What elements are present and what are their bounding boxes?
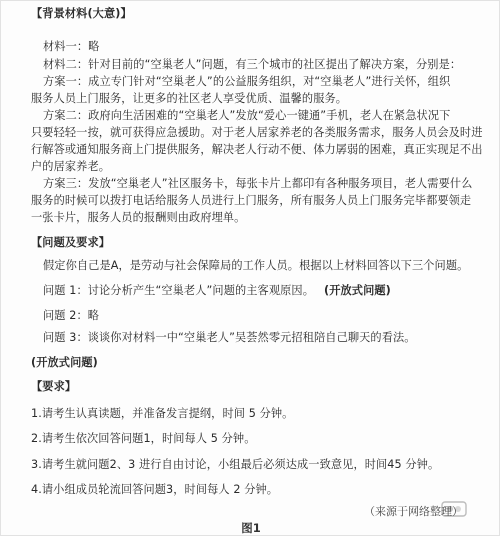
open-question-tag-1: (开放式问题)	[324, 284, 391, 297]
plan-two-line-3: 行解答或通知服务商上门提供服务，解决老人行动不便、体力孱弱的困难，真正实现足不出	[31, 143, 483, 156]
open-question-tag-2: (开放式问题)	[31, 356, 98, 369]
plan-two-line-4: 户的居家养老。	[31, 160, 111, 173]
question-one: 问题 1：讨论分析产生“空巢老人”问题的主客观原因。	[43, 284, 314, 297]
requirement-2: 2.请考生依次回答问题1，时间每人 5 分钟。	[31, 432, 256, 445]
figure-caption: 图1	[241, 521, 261, 535]
material-two-line: 材料二：针对目前的“空巢老人”问题，有三个城市的社区提出了解决方案，分别是：	[43, 58, 462, 71]
scenario-line: 假定你自己是A，是劳动与社会保障局的工作人员。根据以上材料回答以下三个问题。	[43, 259, 469, 272]
question-three: 问题 3：谈谈你对材料一中“空巢老人”吴荟然零元招租陪自己聊天的看法。	[43, 331, 416, 344]
plan-one-line-2: 服务人员上门服务，让更多的社区老人享受优质、温馨的服务。	[31, 92, 348, 105]
material-one-line: 材料一：略	[43, 40, 100, 53]
section-heading-requirements: 【要求】	[31, 380, 77, 393]
plan-one-line-1: 方案一：成立专门针对“空巢老人”的公益服务组织，对“空巢老人”进行关怀，组织	[43, 75, 451, 88]
section-heading-background: 【背景材料(大意)】	[31, 7, 132, 20]
plan-three-line-3: 一张卡片，服务人员的报酬则由政府埋单。	[31, 211, 246, 224]
section-heading-questions: 【问题及要求】	[31, 236, 111, 249]
question-two: 问题 2：略	[43, 309, 100, 322]
plan-three-line-2: 服务的时候可以拨打电话给服务人员进行上门服务，所有服务人员上门服务完毕都要领走	[31, 194, 472, 207]
requirement-1: 1.请考生认真读题，并准备发言提纲，时间 5 分钟。	[31, 407, 294, 420]
source-note: （来源于网络整理）	[364, 505, 463, 518]
plan-three-line-1: 方案三：发放“空巢老人”社区服务卡，每张卡片上都印有各种服务项目，老人需要什么	[43, 177, 473, 190]
requirement-3: 3.请考生就问题2、3 进行自由讨论，小组最后必须达成一致意见，时间45 分钟。	[31, 458, 440, 471]
requirement-4: 4.请小组成员轮流回答问题3，时间每人 2 分钟。	[31, 483, 279, 496]
plan-two-line-2: 只要轻轻一按，就可获得应急援助。对于老人居家养老的各类服务需求，服务人员会及时进	[31, 126, 483, 139]
plan-two-line-1: 方案二：政府向生活困难的“空巢老人”发放“爱心一键通”手机，老人在紧急状况下	[43, 109, 451, 122]
